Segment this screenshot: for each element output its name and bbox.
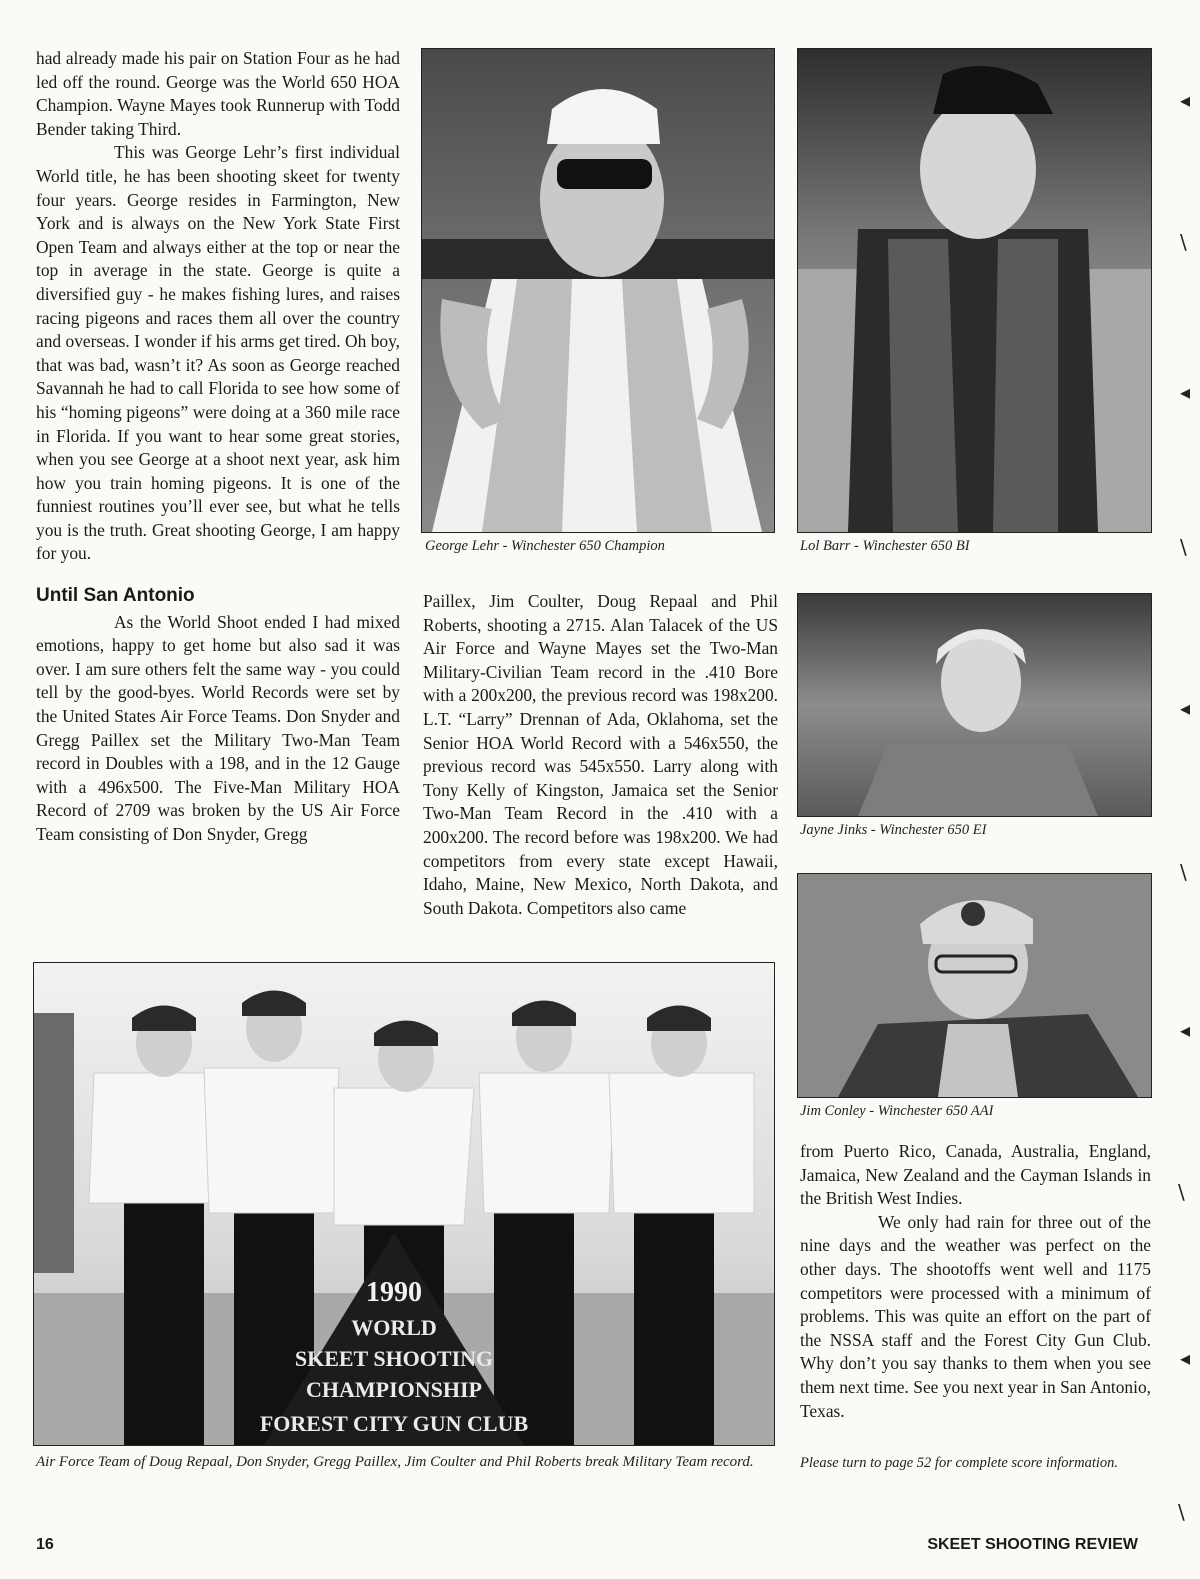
scan-mark-icon: \ xyxy=(1178,1500,1185,1524)
article-column-3 xyxy=(800,1140,1151,1423)
banner-line-1: WORLD xyxy=(351,1315,437,1340)
paragraph: This was George Lehr’s first individual World title, he has been shooting skeet for twenty four years. George resides in Farmington, New York and is always on the New York State First Open Team and always either at the top or near the top in average in the state. George is quite a diversified guy - he makes fishing lures, and raises racing pigeons and races them all over the country and overseas. I wonder if his arms get tired. Oh boy, that was bad, wasn’t it? As soon as George reached Savannah he had to call Florida to see how some of his “homing pigeons” were doing at a 360 mile race in Florida. If you want to hear some great stories, when you see George at a shoot next year, ask him how you train homing pigeons. It is one of the funniest routines you’ll ever see, but what he tells you is the truth. Great shooting George, I am happy for you. xyxy=(36,142,400,564)
caption-jim-conley: Jim Conley - Winchester 650 AAI xyxy=(800,1103,994,1119)
paragraph: had already made his pair on Station Four as he had led off the round. George was the World 650 HOA Champion. Wayne Mayes took Runnerup with Todd Bender taking Third. xyxy=(36,48,400,139)
photo-lol-barr xyxy=(797,48,1152,533)
scan-mark-icon: \ xyxy=(1180,535,1187,559)
scan-mark-icon: \ xyxy=(1180,860,1187,884)
photo-jayne-jinks xyxy=(797,593,1152,817)
paragraph: As the World Shoot ended I had mixed emotions, happy to get home but also sad it was over. I am sure others felt the same way - you could tell by the good-byes. World Records were set by the United States Air Force Teams. Don Snyder and Gregg Paillex set the Military Two-Man Team record in Doubles with a 198, and in the 12 Gauge with a 496x500. The Five-Man Military HOA Record of 2709 was broken by the US Air Force Team consisting of Don Snyder, Gregg xyxy=(36,611,400,844)
caption-turn-page: Please turn to page 52 for complete score information. xyxy=(800,1455,1119,1471)
scan-mark-icon: ◂ xyxy=(1180,696,1191,720)
scan-mark-icon: \ xyxy=(1178,1180,1185,1204)
photo-george-lehr xyxy=(421,48,775,533)
section-subhead: Until San Antonio xyxy=(36,585,195,607)
banner-line-2: SKEET SHOOTING xyxy=(294,1346,494,1371)
photo-air-force-team xyxy=(33,962,775,1446)
page-number: 16 xyxy=(36,1536,54,1553)
article-column-2 xyxy=(423,590,778,920)
paragraph: We only had rain for three out of the nine days and the weather was perfect on the other days. The shootoffs went well and 1175 competitors were processed with a minimum of problems. This was quite an effort on the part of the NSSA staff and the Forest City Gun Club. Why don’t you say thanks to them when you see them next time. See you next year in San Antonio, Texas. xyxy=(800,1211,1151,1421)
scan-mark-icon: \ xyxy=(1180,230,1187,254)
banner-year: 1990 xyxy=(366,1277,422,1308)
scan-mark-icon: ◂ xyxy=(1180,380,1191,404)
caption-jayne-jinks: Jayne Jinks - Winchester 650 EI xyxy=(800,822,987,838)
photo-jim-conley xyxy=(797,873,1152,1098)
banner-line-4: FOREST CITY GUN CLUB xyxy=(259,1411,529,1436)
banner-line-3: CHAMPIONSHIP xyxy=(306,1377,482,1402)
scan-mark-icon: ◂ xyxy=(1180,1346,1191,1370)
paragraph: from Puerto Rico, Canada, Australia, England, Jamaica, New Zealand and the Cayman Islands in the British West Indies. xyxy=(800,1141,1151,1209)
article-column-1 xyxy=(36,47,400,847)
scan-mark-icon: ◂ xyxy=(1180,1018,1191,1042)
caption-lol-barr: Lol Barr - Winchester 650 BI xyxy=(800,538,970,554)
caption-air-force-team: Air Force Team of Doug Repaal, Don Snyder, Gregg Paillex, Jim Coulter and Phil Roberts break Military Team record. xyxy=(36,1454,754,1470)
paragraph: Paillex, Jim Coulter, Doug Repaal and Phil Roberts, shooting a 2715. Alan Talacek of the US Air Force and Wayne Mayes set the Two-Man Military-Civilian Team record in the .410 Bore with a 200x200, the previous record was 198x200. L.T. “Larry” Drennan of Ada, Oklahoma, set the Senior HOA World Record with a 546x550, the previous record was 545x550. Larry along with Tony Kelly of Kingston, Jamaica set the Senior Two-Man Team Record in the .410 with a 200x200. The record before was 198x200. We had competitors from every state except Hawaii, Idaho, Maine, New Mexico, North Dakota, and South Dakota. Competitors also came xyxy=(423,591,778,918)
caption-george-lehr: George Lehr - Winchester 650 Champion xyxy=(425,538,665,554)
scan-mark-icon: ◂ xyxy=(1180,88,1191,112)
magazine-title: SKEET SHOOTING REVIEW xyxy=(927,1536,1138,1553)
